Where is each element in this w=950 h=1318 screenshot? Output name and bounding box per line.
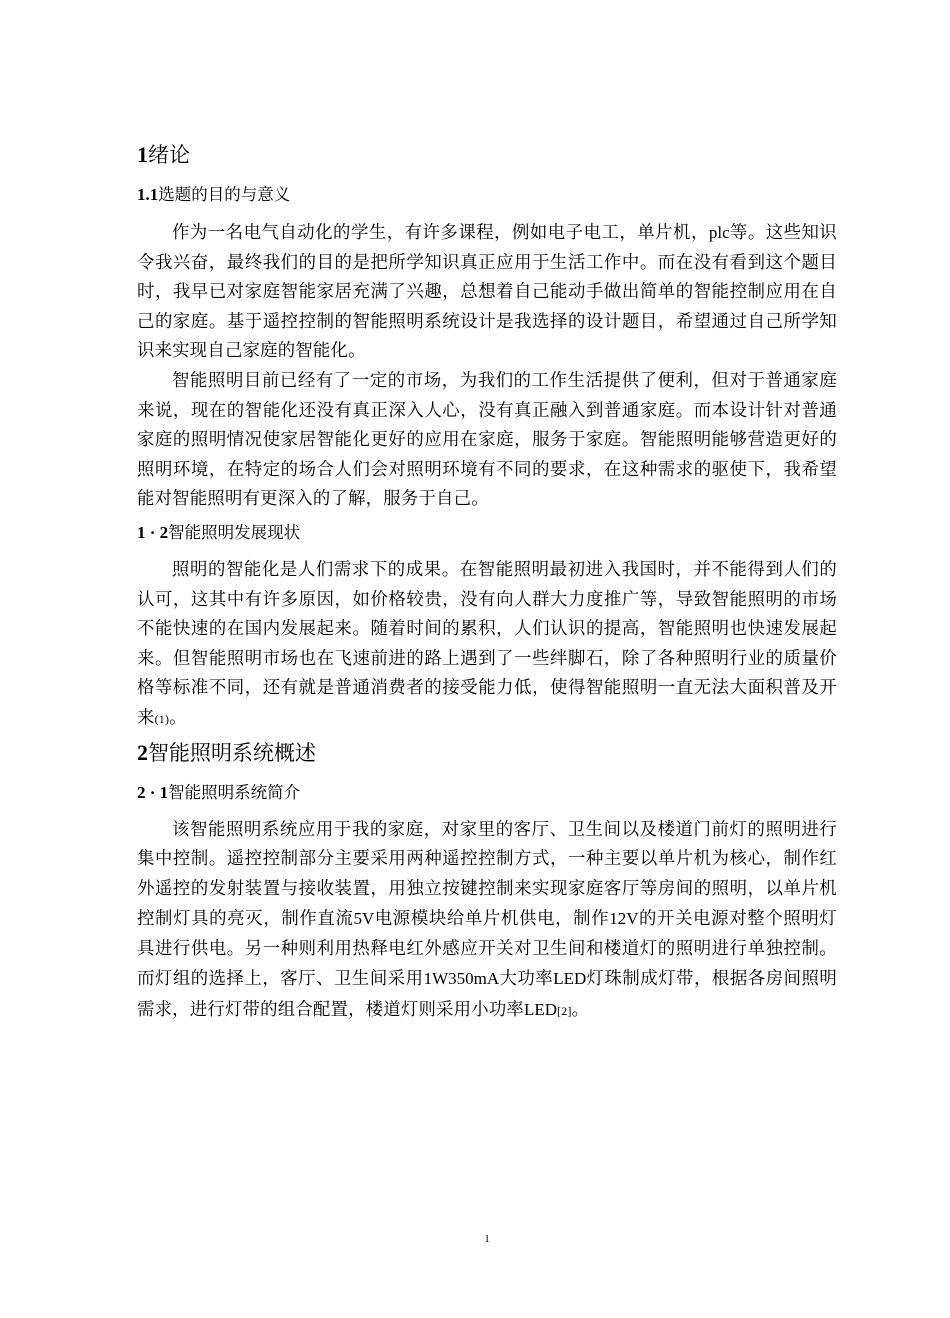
- text-run-latin: plc: [708, 223, 730, 242]
- section-2-number: 2: [137, 739, 148, 765]
- section-2-1-paragraph-1: [137, 816, 837, 1027]
- section-1-1-paragraph-2: 智能照明目前已经有了一定的市场，为我们的工作生活提供了便利，但对于普通家庭来说，现在的智能化还没有真正深入人心，没有真正融入到普通家庭。而本设计针对普通家庭的照明情况使家居智能化更好的应用在家庭，服务于家庭。智能照明能够营造更好的照明环境，在特定的场合人们会对照明环境有不同的要求，在这种需求的驱使下，我希望能对智能照明有更深入的了解，服务于自己。: [137, 370, 837, 510]
- text-run: 。: [169, 707, 187, 728]
- section-2-1-heading: [137, 781, 837, 805]
- section-2-1-title: 智能照明系统简介: [168, 782, 301, 802]
- section-1-2-paragraph-1: [137, 556, 837, 735]
- section-2-title: 智能照明系统概述: [148, 740, 316, 765]
- text-run: 灯珠制成灯带，根据各房间照明需求，进行灯带的组合配置，楼道灯则采用小功率: [137, 969, 837, 1021]
- citation-ref: [2]: [557, 1004, 572, 1019]
- text-run: 该智能照明系统应用于我的家庭，对家里的客厅、卫生间以及楼道门前灯的照明进行集中控制。遥控控制部分主要采用两种遥控控制方式，一种主要以单片机为核心，制作红外遥控的发射装置与接收装置，用独立按键控制来实现家庭客厅等房间的照明，以单片机控制灯具的亮灭，制作直流: [137, 819, 837, 930]
- section-1-title: 绪论: [148, 143, 190, 167]
- text-run: 等。这些知识令我兴奋，最终我们的目的是把所学知识真正应用于生活工作中。而在没有看到这个题目时，我早已对家庭智能家居充满了兴趣，总想着自己能动手做出简单的智能控制应用在自己的家庭。基于遥控控制的智能照明系统设计是我选择的设计题目，希望通过自己所学知识来实现自己家庭的智能化。: [137, 223, 837, 362]
- section-1-1-number: 1.1: [137, 185, 159, 204]
- section-1-number: 1: [137, 142, 148, 167]
- text-run-latin: 12V: [609, 909, 639, 929]
- section-1-1-heading: [137, 183, 837, 207]
- section-1-1-title: 选题的目的与意义: [158, 185, 291, 204]
- text-run: 照明的智能化是人们需求下的成果。在智能照明最初进入我国时，并不能得到人们的认可，这其中有许多原因，如价格较贵，没有向人群大力度推广等，导致智能照明的市场不能快速的在国内发展起来。随着时间的累积，人们认识的提高，智能照明也快速发展起来。但智能照明市场也在飞速前进的路上遇到了一些绊脚石，除了各种照明行业的质量价格等标准不同，还有就是普通消费者的接受能力低，使得智能照明一直无法大面积普及开来: [137, 559, 837, 728]
- text-run: 作为一名电气自动化的学生，有许多课程，例如电子电工，单片机，: [172, 223, 709, 243]
- section-1-2-title: 智能照明发展现状: [168, 522, 301, 542]
- text-run: 。: [571, 1000, 590, 1021]
- text-run-latin: 1W350mA: [423, 969, 500, 989]
- text-run: 的开关电源对整个照明灯具进行供电。另一种则利用热释电红外感应开关对卫生间和楼道灯的照明进行单独控制。而灯组的选择上，客厅、卫生间采用: [137, 909, 837, 990]
- text-run: 电源模块给单片机供电，制作: [374, 909, 610, 930]
- text-run-latin: 5V: [353, 909, 375, 929]
- section-1-1-paragraph-1: [137, 218, 837, 367]
- text-run-latin: LED: [524, 1000, 558, 1020]
- text-run: 大功率: [499, 969, 554, 990]
- section-2-1-number: 2 · 1: [137, 782, 169, 802]
- page-number: 1: [484, 1233, 490, 1245]
- section-1-2-number: 1 · 2: [137, 522, 169, 542]
- document-body: [137, 140, 837, 1027]
- citation-ref: (1): [154, 711, 170, 726]
- text-run-latin: LED: [553, 969, 587, 989]
- section-2-heading: [137, 738, 837, 768]
- section-1-2-heading: [137, 521, 837, 545]
- section-1-heading: [137, 140, 837, 170]
